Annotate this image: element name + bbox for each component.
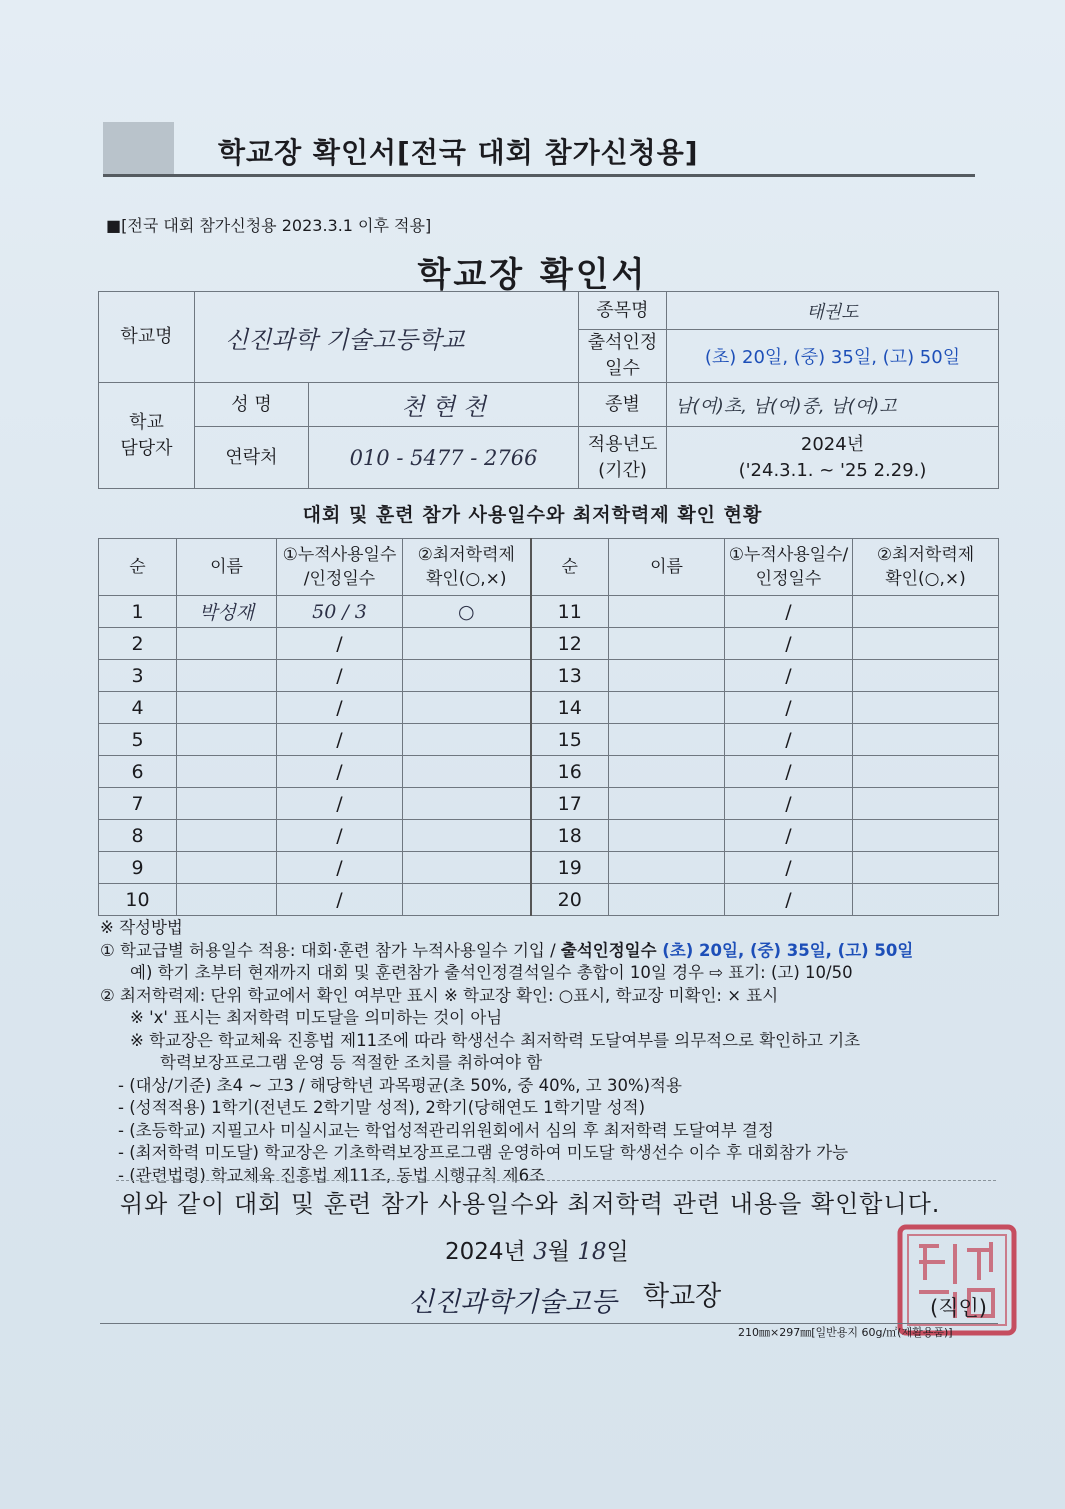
row-check: [403, 884, 531, 916]
table-row: [99, 756, 999, 788]
table-row: [99, 788, 999, 820]
header-check: ②최저학력제 확인(○,×): [403, 539, 531, 596]
header-name: 이름: [177, 539, 277, 596]
name-value: 천 현 천: [309, 383, 579, 427]
table-row: [99, 660, 999, 692]
row-no-right: 18: [531, 820, 609, 852]
method-line-10: - (최저학력 미도달) 학교장은 기초학력보장프로그램 운영하여 미도달 학생선수 이수 후 대회참가 가능: [118, 1143, 849, 1162]
method-line-2: 예) 학기 초부터 현재까지 대회 및 훈련참가 출석인정결석일수 총합이 10일 경우 ⇨ 표기: (고) 10/50: [130, 963, 853, 982]
row-days-right: /: [725, 596, 853, 628]
row-no-right: 14: [531, 692, 609, 724]
header-divider: [103, 174, 975, 177]
row-no: 3: [99, 660, 177, 692]
row-name-right: [609, 628, 725, 660]
table-row: [99, 852, 999, 884]
gender-value: 남(여)초, 남(여)중, 남(여)고: [667, 383, 999, 427]
row-check-right: [853, 628, 999, 660]
header-no: 순: [99, 539, 177, 596]
row-days: /: [277, 852, 403, 884]
row-name-right: [609, 884, 725, 916]
row-name: [177, 820, 277, 852]
school-label: 학교명: [99, 292, 195, 383]
method-title: ※ 작성방법: [100, 918, 183, 937]
writing-instructions: [100, 917, 1000, 1187]
row-days-right: /: [725, 788, 853, 820]
seal-label: (직인): [930, 1296, 987, 1320]
row-name: [177, 660, 277, 692]
row-name: 박성재: [177, 596, 277, 628]
row-check-right: [853, 596, 999, 628]
row-check: [403, 820, 531, 852]
row-check: ○: [403, 596, 531, 628]
row-name: [177, 852, 277, 884]
row-check-right: [853, 692, 999, 724]
contact-value: 010 - 5477 - 2766: [309, 427, 579, 489]
row-no: 7: [99, 788, 177, 820]
row-days-right: /: [725, 852, 853, 884]
table-row: [99, 884, 999, 916]
table-row: [99, 724, 999, 756]
sport-value: 태권도: [667, 292, 999, 330]
row-no-right: 16: [531, 756, 609, 788]
row-check: [403, 692, 531, 724]
row-name: [177, 724, 277, 756]
row-no: 9: [99, 852, 177, 884]
header-name-right: 이름: [609, 539, 725, 596]
row-days-right: /: [725, 820, 853, 852]
participation-table: [98, 538, 999, 916]
row-name: [177, 628, 277, 660]
row-days-right: /: [725, 884, 853, 916]
row-name-right: [609, 660, 725, 692]
row-no: 5: [99, 724, 177, 756]
attendance-value: (초) 20일, (중) 35일, (고) 50일: [667, 330, 999, 383]
row-no-right: 19: [531, 852, 609, 884]
row-days-right: /: [725, 660, 853, 692]
row-days: /: [277, 660, 403, 692]
row-name-right: [609, 788, 725, 820]
method-line-9: - (초등학교) 지필고사 미실시교는 학업성적관리위원회에서 심의 후 최저학력 도달여부 결정: [118, 1120, 774, 1140]
sport-label: 종목명: [579, 292, 667, 330]
table-row: [99, 692, 999, 724]
row-no-right: 17: [531, 788, 609, 820]
row-days-right: /: [725, 756, 853, 788]
row-no-right: 11: [531, 596, 609, 628]
year-label: 적용년도 (기간): [579, 427, 667, 489]
table-row: [99, 820, 999, 852]
paper-spec: 210㎜×297㎜[일반용지 60g/㎡(재활용품)]: [738, 1326, 953, 1339]
row-name-right: [609, 724, 725, 756]
row-no-right: 13: [531, 660, 609, 692]
header-title: 학교장 확인서[전국 대회 참가신청용]: [218, 136, 699, 169]
row-check-right: [853, 756, 999, 788]
method-line-7: - (대상/기준) 초4 ~ 고3 / 해당학년 과목평균(초 50%, 중 40%, 고 30%)적용: [118, 1075, 682, 1095]
row-days-right: /: [725, 628, 853, 660]
row-name: [177, 756, 277, 788]
method-line-5: ※ 학교장은 학교체육 진흥법 제11조에 따라 학생선수 최저학력 도달여부를 의무적으로 확인하고 기초: [130, 1030, 861, 1050]
name-label: 성 명: [195, 383, 309, 427]
row-no: 4: [99, 692, 177, 724]
row-check-right: [853, 724, 999, 756]
section-title: 대회 및 훈련 참가 사용일수와 최저학력제 확인 현황: [302, 504, 763, 526]
contact-label: 연락처: [195, 427, 309, 489]
row-check: [403, 756, 531, 788]
row-check: [403, 660, 531, 692]
table-row: [99, 628, 999, 660]
row-days-right: /: [725, 724, 853, 756]
row-check-right: [853, 660, 999, 692]
method-divider: [116, 1180, 996, 1182]
signature-date: 2024년 3월 18일: [445, 1239, 629, 1265]
header-days-right: ①누적사용일수/ 인정일수: [725, 539, 853, 596]
year-value: 2024년 ('24.3.1. ~ '25 2.29.): [667, 427, 999, 489]
row-days-right: /: [725, 692, 853, 724]
document-title: 학교장 확인서: [417, 255, 648, 295]
row-days: /: [277, 884, 403, 916]
row-name-right: [609, 820, 725, 852]
school-value: 신진과학 기술고등학교: [195, 292, 579, 383]
row-check: [403, 788, 531, 820]
row-no-right: 20: [531, 884, 609, 916]
method-line-1: ① 학교급별 허용일수 적용: 대회·훈련 참가 누적사용일수 기입 / 출석인정일수 (초) 20일, (중) 35일, (고) 50일: [100, 940, 914, 960]
header-no-right: 순: [531, 539, 609, 596]
row-days: /: [277, 692, 403, 724]
row-no: 1: [99, 596, 177, 628]
row-check-right: [853, 788, 999, 820]
method-line-11: - (관련법령) 학교체육 진흥법 제11조, 동법 시행규칙 제6조: [118, 1165, 545, 1185]
row-check-right: [853, 884, 999, 916]
row-name-right: [609, 852, 725, 884]
row-no: 10: [99, 884, 177, 916]
row-no: 6: [99, 756, 177, 788]
row-name: [177, 692, 277, 724]
row-no: 8: [99, 820, 177, 852]
row-check-right: [853, 852, 999, 884]
row-name-right: [609, 756, 725, 788]
method-line-4: ※ 'x' 표시는 최저학력 미도달을 의미하는 것이 아님: [130, 1008, 503, 1027]
header-days: ①누적사용일수 /인정일수: [277, 539, 403, 596]
applicability-note: ■[전국 대회 참가신청용 2023.3.1 이후 적용]: [106, 216, 432, 235]
confirmation-text: 위와 같이 대회 및 훈련 참가 사용일수와 최저학력 관련 내용을 확인합니다.: [120, 1190, 941, 1218]
row-name-right: [609, 692, 725, 724]
attendance-label: 출석인정 일수: [579, 330, 667, 383]
row-days: /: [277, 788, 403, 820]
row-days: /: [277, 756, 403, 788]
table-row: [99, 596, 999, 628]
row-no-right: 12: [531, 628, 609, 660]
row-no: 2: [99, 628, 177, 660]
method-line-8: - (성적적용) 1학기(전년도 2학기말 성적), 2학기(당해연도 1학기말 성적): [118, 1098, 646, 1117]
row-check: [403, 628, 531, 660]
row-name-right: [609, 596, 725, 628]
row-name: [177, 884, 277, 916]
row-no-right: 15: [531, 724, 609, 756]
row-days: /: [277, 820, 403, 852]
row-days: /: [277, 628, 403, 660]
gender-label: 종별: [579, 383, 667, 427]
header-box: [103, 122, 174, 176]
header-check-right: ②최저학력제 확인(○,×): [853, 539, 999, 596]
row-days: /: [277, 724, 403, 756]
handwritten-school-name: 신진과학기술고등: [408, 1287, 617, 1318]
row-days: 50 / 3: [277, 596, 403, 628]
row-check-right: [853, 820, 999, 852]
method-line-3: ② 최저학력제: 단위 학교에서 확인 여부만 표시 ※ 학교장 확인: ○표시, 학교장 미확인: × 표시: [100, 985, 779, 1005]
info-table: [98, 291, 999, 489]
method-line-6: 학력보장프로그램 운영 등 적절한 조치를 취하여야 함: [160, 1053, 543, 1072]
row-check: [403, 852, 531, 884]
manager-label: 학교 담당자: [99, 383, 195, 489]
row-check: [403, 724, 531, 756]
principal-label: 학교장: [643, 1281, 722, 1312]
row-name: [177, 788, 277, 820]
